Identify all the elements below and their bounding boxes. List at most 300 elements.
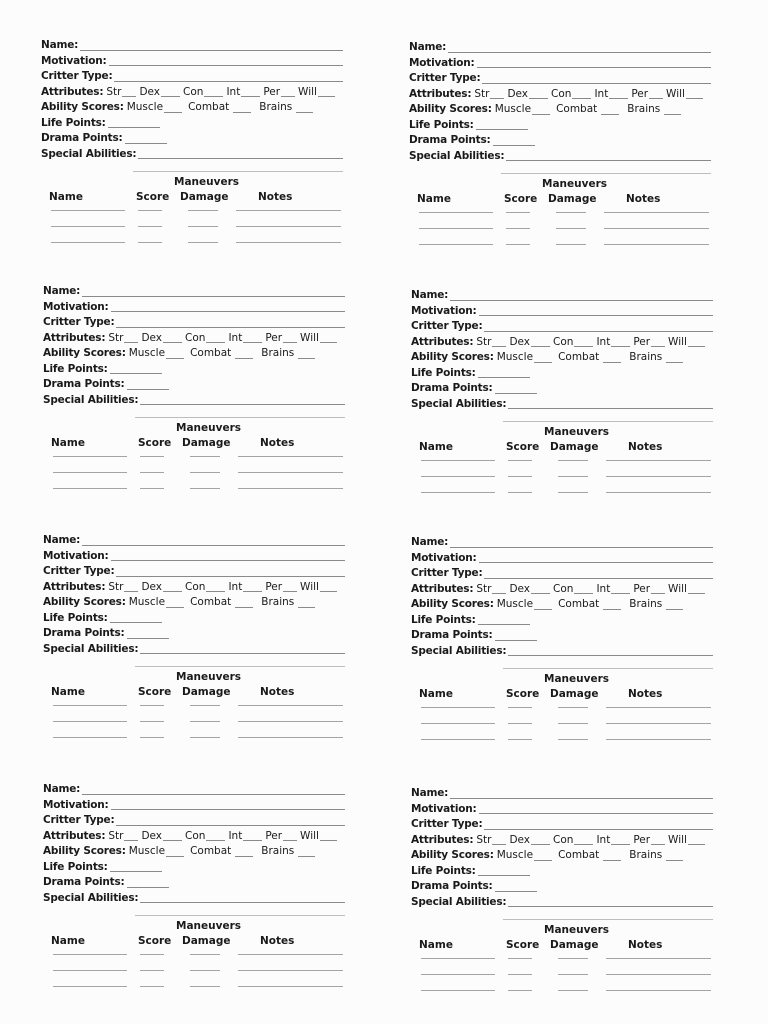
maneuvers-title: Maneuvers bbox=[544, 924, 609, 936]
maneuvers-table bbox=[409, 178, 739, 262]
col-name-header: Name bbox=[49, 191, 83, 203]
attr-str-line[interactable] bbox=[492, 336, 506, 347]
col-notes-header: Notes bbox=[258, 191, 293, 203]
name-label: Name: bbox=[411, 787, 449, 799]
attr-per-line[interactable] bbox=[651, 583, 665, 594]
motivation-line[interactable] bbox=[479, 803, 713, 814]
attr-str-line[interactable] bbox=[492, 583, 506, 594]
attr-int-label: Int bbox=[228, 580, 243, 593]
attr-int-label: Int bbox=[228, 829, 243, 842]
ability-brains-label: Brains bbox=[261, 845, 295, 857]
attr-per-label: Per bbox=[265, 331, 283, 344]
ability-combat-line[interactable] bbox=[235, 846, 253, 857]
name-line[interactable] bbox=[450, 537, 713, 548]
attr-int-line[interactable] bbox=[241, 86, 260, 97]
attributes-row bbox=[43, 829, 373, 845]
motivation-line[interactable] bbox=[111, 550, 345, 561]
ability-brains-line[interactable] bbox=[298, 846, 315, 857]
ability-brains-label: Brains bbox=[629, 598, 663, 610]
life-points-field bbox=[411, 864, 741, 880]
motivation-line[interactable] bbox=[477, 57, 711, 68]
attr-per-line[interactable] bbox=[283, 581, 297, 592]
col-notes-header: Notes bbox=[628, 939, 663, 951]
attr-int-label: Int bbox=[596, 833, 611, 846]
ability-muscle-line[interactable] bbox=[166, 846, 184, 857]
critter-type-line[interactable] bbox=[116, 566, 345, 577]
motivation-label: Motivation: bbox=[43, 549, 109, 562]
attr-per-line[interactable] bbox=[651, 834, 665, 845]
critter-type-line[interactable] bbox=[116, 815, 345, 826]
drama-points-field bbox=[411, 879, 741, 895]
motivation-line[interactable] bbox=[109, 55, 343, 66]
name-line[interactable] bbox=[82, 535, 345, 546]
ability-combat-line[interactable] bbox=[603, 850, 621, 861]
section-divider bbox=[133, 165, 343, 172]
special-abilities-label: Special Abilities: bbox=[43, 891, 139, 904]
section-divider bbox=[503, 913, 713, 920]
attributes-row bbox=[41, 85, 371, 101]
drama-points-label: Drama Points: bbox=[411, 880, 493, 892]
ability-brains-line[interactable] bbox=[298, 597, 315, 608]
drama-points-line[interactable] bbox=[493, 135, 535, 146]
attr-dex-line[interactable] bbox=[531, 834, 550, 845]
attr-per-label: Per bbox=[265, 829, 283, 842]
character-sheet-7 bbox=[43, 782, 373, 1002]
ability-combat-label: Combat bbox=[558, 598, 600, 610]
attr-dex-label: Dex bbox=[141, 580, 163, 593]
drama-points-label: Drama Points: bbox=[411, 382, 493, 394]
special-abilities-line[interactable] bbox=[140, 643, 345, 654]
attributes-row bbox=[43, 580, 373, 596]
col-notes-header: Notes bbox=[626, 193, 661, 205]
col-name-header: Name bbox=[419, 939, 453, 951]
maneuvers-title: Maneuvers bbox=[174, 176, 239, 188]
character-sheet-2 bbox=[409, 40, 739, 260]
ability-muscle-label: Muscle bbox=[126, 101, 164, 113]
ability-brains-line[interactable] bbox=[296, 102, 313, 113]
col-notes-header: Notes bbox=[260, 686, 295, 698]
col-name-header: Name bbox=[419, 441, 453, 453]
special-abilities-line[interactable] bbox=[508, 398, 713, 409]
attr-dex-line[interactable] bbox=[531, 336, 550, 347]
ability-combat-line[interactable] bbox=[603, 599, 621, 610]
critter-type-line[interactable] bbox=[484, 819, 713, 830]
ability-combat-line[interactable] bbox=[233, 102, 251, 113]
motivation-label: Motivation: bbox=[43, 798, 109, 811]
ability-scores-row bbox=[411, 350, 741, 366]
ability-combat-line[interactable] bbox=[235, 597, 253, 608]
attr-per-label: Per bbox=[633, 582, 651, 595]
attr-dex-line[interactable] bbox=[529, 88, 548, 99]
ability-combat-label: Combat bbox=[188, 101, 230, 113]
attr-will-line[interactable] bbox=[320, 581, 337, 592]
drama-points-line[interactable] bbox=[495, 383, 537, 394]
special-abilities-line[interactable] bbox=[140, 394, 345, 405]
attributes-row bbox=[411, 335, 741, 351]
motivation-line[interactable] bbox=[479, 305, 713, 316]
attr-con-line[interactable] bbox=[574, 583, 593, 594]
drama-points-field bbox=[411, 628, 741, 644]
attr-int-label: Int bbox=[226, 85, 241, 98]
attr-str-label: Str bbox=[476, 335, 492, 348]
name-label: Name: bbox=[43, 285, 81, 297]
ability-scores-label: Ability Scores: bbox=[411, 598, 494, 610]
critter-type-line[interactable] bbox=[116, 317, 345, 328]
critter-type-line[interactable] bbox=[114, 71, 343, 82]
ability-scores-row bbox=[43, 844, 373, 860]
ability-scores-row bbox=[411, 848, 741, 864]
attributes-label: Attributes: bbox=[41, 85, 104, 98]
critter-type-field bbox=[43, 315, 373, 331]
attr-will-line[interactable] bbox=[320, 830, 337, 841]
life-points-line[interactable] bbox=[108, 117, 160, 128]
col-damage-header: Damage bbox=[182, 935, 231, 947]
critter-type-field bbox=[43, 813, 373, 829]
col-score-header: Score bbox=[136, 191, 170, 203]
ability-scores-label: Ability Scores: bbox=[409, 103, 492, 115]
motivation-label: Motivation: bbox=[41, 54, 107, 67]
attr-int-line[interactable] bbox=[611, 834, 630, 845]
attr-int-line[interactable] bbox=[243, 581, 262, 592]
critter-type-field bbox=[411, 319, 741, 335]
special-abilities-field bbox=[411, 644, 741, 660]
attr-per-label: Per bbox=[633, 833, 651, 846]
attr-dex-line[interactable] bbox=[163, 830, 182, 841]
special-abilities-field bbox=[409, 149, 739, 165]
attr-con-label: Con bbox=[553, 833, 574, 846]
attr-will-line[interactable] bbox=[688, 336, 705, 347]
attr-con-line[interactable] bbox=[204, 86, 223, 97]
life-points-line[interactable] bbox=[110, 612, 162, 623]
attr-str-line[interactable] bbox=[490, 88, 504, 99]
ability-muscle-label: Muscle bbox=[496, 598, 534, 610]
special-abilities-line[interactable] bbox=[508, 645, 713, 656]
life-points-field bbox=[43, 860, 373, 876]
name-line[interactable] bbox=[448, 42, 711, 53]
name-field bbox=[411, 786, 741, 802]
special-abilities-label: Special Abilities: bbox=[411, 397, 507, 410]
life-points-label: Life Points: bbox=[41, 116, 106, 129]
ability-brains-label: Brains bbox=[261, 347, 295, 359]
attr-con-label: Con bbox=[553, 582, 574, 595]
life-points-field bbox=[43, 611, 373, 627]
drama-points-label: Drama Points: bbox=[409, 134, 491, 146]
ability-scores-label: Ability Scores: bbox=[411, 849, 494, 861]
attr-con-line[interactable] bbox=[574, 834, 593, 845]
col-damage-header: Damage bbox=[550, 939, 599, 951]
critter-type-field bbox=[411, 566, 741, 582]
drama-points-field bbox=[43, 626, 373, 642]
attr-int-line[interactable] bbox=[243, 332, 262, 343]
motivation-label: Motivation: bbox=[43, 300, 109, 313]
ability-brains-line[interactable] bbox=[664, 104, 681, 115]
special-abilities-label: Special Abilities: bbox=[411, 895, 507, 908]
section-divider bbox=[501, 167, 711, 174]
special-abilities-label: Special Abilities: bbox=[41, 147, 137, 160]
ability-combat-label: Combat bbox=[556, 103, 598, 115]
attr-will-line[interactable] bbox=[688, 583, 705, 594]
attr-dex-line[interactable] bbox=[531, 583, 550, 594]
name-label: Name: bbox=[411, 289, 449, 301]
character-sheet-6 bbox=[411, 535, 741, 755]
name-label: Name: bbox=[41, 39, 79, 51]
name-line[interactable] bbox=[80, 40, 343, 51]
attr-int-line[interactable] bbox=[611, 336, 630, 347]
attr-int-label: Int bbox=[228, 331, 243, 344]
attributes-label: Attributes: bbox=[411, 582, 474, 595]
attr-int-label: Int bbox=[596, 582, 611, 595]
special-abilities-line[interactable] bbox=[138, 148, 343, 159]
motivation-label: Motivation: bbox=[411, 304, 477, 317]
special-abilities-label: Special Abilities: bbox=[43, 393, 139, 406]
maneuvers-title: Maneuvers bbox=[542, 178, 607, 190]
col-damage-header: Damage bbox=[182, 686, 231, 698]
attr-str-line[interactable] bbox=[124, 830, 138, 841]
life-points-line[interactable] bbox=[110, 363, 162, 374]
special-abilities-label: Special Abilities: bbox=[411, 644, 507, 657]
name-line[interactable] bbox=[450, 290, 713, 301]
ability-brains-label: Brains bbox=[627, 103, 661, 115]
attributes-label: Attributes: bbox=[43, 331, 106, 344]
ability-combat-label: Combat bbox=[558, 351, 600, 363]
life-points-line[interactable] bbox=[476, 119, 528, 130]
attr-per-line[interactable] bbox=[283, 332, 297, 343]
drama-points-line[interactable] bbox=[127, 379, 169, 390]
motivation-field bbox=[411, 802, 741, 818]
maneuvers-table bbox=[43, 920, 373, 1004]
attr-will-line[interactable] bbox=[686, 88, 703, 99]
character-sheet-5 bbox=[43, 533, 373, 753]
life-points-field bbox=[411, 613, 741, 629]
attr-will-line[interactable] bbox=[318, 86, 335, 97]
attr-per-line[interactable] bbox=[649, 88, 663, 99]
attributes-row bbox=[43, 331, 373, 347]
drama-points-line[interactable] bbox=[125, 133, 167, 144]
section-divider bbox=[503, 662, 713, 669]
ability-muscle-line[interactable] bbox=[166, 597, 184, 608]
maneuvers-table bbox=[411, 426, 741, 510]
motivation-field bbox=[43, 798, 373, 814]
critter-type-label: Critter Type: bbox=[43, 316, 115, 328]
ability-muscle-line[interactable] bbox=[532, 104, 550, 115]
ability-scores-label: Ability Scores: bbox=[43, 596, 126, 608]
col-name-header: Name bbox=[51, 686, 85, 698]
ability-combat-line[interactable] bbox=[235, 348, 253, 359]
attr-int-line[interactable] bbox=[611, 583, 630, 594]
attributes-label: Attributes: bbox=[409, 87, 472, 100]
attr-int-line[interactable] bbox=[243, 830, 262, 841]
attr-dex-line[interactable] bbox=[163, 581, 182, 592]
ability-brains-label: Brains bbox=[629, 849, 663, 861]
critter-type-line[interactable] bbox=[484, 321, 713, 332]
col-damage-header: Damage bbox=[180, 191, 229, 203]
attr-int-label: Int bbox=[596, 335, 611, 348]
attr-str-label: Str bbox=[474, 87, 490, 100]
drama-points-line[interactable] bbox=[127, 877, 169, 888]
attr-str-label: Str bbox=[108, 829, 124, 842]
ability-brains-line[interactable] bbox=[666, 850, 683, 861]
attr-per-label: Per bbox=[631, 87, 649, 100]
motivation-field bbox=[409, 56, 739, 72]
critter-type-line[interactable] bbox=[484, 568, 713, 579]
drama-points-field bbox=[409, 133, 739, 149]
critter-type-label: Critter Type: bbox=[411, 567, 483, 579]
life-points-label: Life Points: bbox=[409, 118, 474, 131]
life-points-line[interactable] bbox=[478, 865, 530, 876]
attr-per-line[interactable] bbox=[281, 86, 295, 97]
attr-dex-label: Dex bbox=[509, 582, 531, 595]
critter-type-field bbox=[409, 71, 739, 87]
life-points-field bbox=[411, 366, 741, 382]
ability-muscle-line[interactable] bbox=[534, 352, 552, 363]
attributes-label: Attributes: bbox=[411, 335, 474, 348]
attr-will-label: Will bbox=[300, 331, 319, 344]
character-sheet-4 bbox=[411, 288, 741, 508]
attr-per-line[interactable] bbox=[283, 830, 297, 841]
ability-muscle-line[interactable] bbox=[166, 348, 184, 359]
life-points-line[interactable] bbox=[478, 367, 530, 378]
critter-type-label: Critter Type: bbox=[43, 814, 115, 826]
motivation-label: Motivation: bbox=[411, 802, 477, 815]
attributes-row bbox=[411, 833, 741, 849]
maneuvers-table bbox=[43, 422, 373, 506]
attr-will-line[interactable] bbox=[688, 834, 705, 845]
ability-combat-label: Combat bbox=[190, 596, 232, 608]
motivation-line[interactable] bbox=[111, 301, 345, 312]
col-score-header: Score bbox=[504, 193, 538, 205]
ability-combat-label: Combat bbox=[190, 845, 232, 857]
ability-muscle-line[interactable] bbox=[534, 599, 552, 610]
attr-str-label: Str bbox=[108, 580, 124, 593]
attr-dex-label: Dex bbox=[141, 331, 163, 344]
attr-will-line[interactable] bbox=[320, 332, 337, 343]
maneuvers-table bbox=[41, 176, 371, 260]
name-line[interactable] bbox=[82, 286, 345, 297]
attr-per-line[interactable] bbox=[651, 336, 665, 347]
critter-type-line[interactable] bbox=[482, 73, 711, 84]
motivation-line[interactable] bbox=[479, 552, 713, 563]
ability-combat-line[interactable] bbox=[601, 104, 619, 115]
col-name-header: Name bbox=[419, 688, 453, 700]
special-abilities-line[interactable] bbox=[140, 892, 345, 903]
special-abilities-label: Special Abilities: bbox=[409, 149, 505, 162]
attr-con-label: Con bbox=[185, 580, 206, 593]
ability-muscle-line[interactable] bbox=[164, 102, 182, 113]
attr-str-line[interactable] bbox=[122, 86, 136, 97]
col-notes-header: Notes bbox=[628, 688, 663, 700]
attr-int-line[interactable] bbox=[609, 88, 628, 99]
ability-muscle-line[interactable] bbox=[534, 850, 552, 861]
drama-points-label: Drama Points: bbox=[411, 629, 493, 641]
ability-brains-line[interactable] bbox=[666, 352, 683, 363]
ability-scores-row bbox=[409, 102, 739, 118]
attr-con-line[interactable] bbox=[572, 88, 591, 99]
ability-combat-line[interactable] bbox=[603, 352, 621, 363]
attr-con-line[interactable] bbox=[206, 332, 225, 343]
special-abilities-line[interactable] bbox=[506, 150, 711, 161]
col-notes-header: Notes bbox=[260, 935, 295, 947]
attr-per-label: Per bbox=[633, 335, 651, 348]
motivation-field bbox=[43, 549, 373, 565]
ability-brains-line[interactable] bbox=[666, 599, 683, 610]
attributes-label: Attributes: bbox=[43, 580, 106, 593]
name-label: Name: bbox=[43, 783, 81, 795]
life-points-line[interactable] bbox=[110, 861, 162, 872]
attr-dex-line[interactable] bbox=[161, 86, 180, 97]
section-divider bbox=[503, 415, 713, 422]
critter-type-label: Critter Type: bbox=[411, 320, 483, 332]
col-name-header: Name bbox=[51, 437, 85, 449]
attr-will-label: Will bbox=[666, 87, 685, 100]
attr-dex-label: Dex bbox=[509, 833, 531, 846]
drama-points-line[interactable] bbox=[127, 628, 169, 639]
life-points-label: Life Points: bbox=[43, 611, 108, 624]
attr-con-line[interactable] bbox=[206, 830, 225, 841]
attr-dex-line[interactable] bbox=[163, 332, 182, 343]
life-points-label: Life Points: bbox=[43, 860, 108, 873]
drama-points-field bbox=[411, 381, 741, 397]
maneuvers-title: Maneuvers bbox=[176, 422, 241, 434]
name-field bbox=[43, 284, 373, 300]
life-points-field bbox=[41, 116, 371, 132]
life-points-line[interactable] bbox=[478, 614, 530, 625]
drama-points-label: Drama Points: bbox=[41, 132, 123, 144]
maneuvers-table bbox=[411, 673, 741, 757]
name-line[interactable] bbox=[450, 788, 713, 799]
special-abilities-field bbox=[43, 891, 373, 907]
name-field bbox=[411, 288, 741, 304]
ability-brains-line[interactable] bbox=[298, 348, 315, 359]
attr-con-line[interactable] bbox=[574, 336, 593, 347]
maneuvers-title: Maneuvers bbox=[176, 671, 241, 683]
special-abilities-line[interactable] bbox=[508, 896, 713, 907]
critter-type-label: Critter Type: bbox=[411, 818, 483, 830]
attr-str-label: Str bbox=[476, 582, 492, 595]
ability-scores-label: Ability Scores: bbox=[411, 351, 494, 363]
col-name-header: Name bbox=[51, 935, 85, 947]
drama-points-line[interactable] bbox=[495, 630, 537, 641]
attr-str-line[interactable] bbox=[492, 834, 506, 845]
drama-points-field bbox=[41, 131, 371, 147]
ability-brains-label: Brains bbox=[629, 351, 663, 363]
attr-will-label: Will bbox=[668, 833, 687, 846]
motivation-line[interactable] bbox=[111, 799, 345, 810]
col-score-header: Score bbox=[138, 935, 172, 947]
attr-con-line[interactable] bbox=[206, 581, 225, 592]
character-sheet-1 bbox=[41, 38, 371, 258]
drama-points-field bbox=[43, 875, 373, 891]
motivation-field bbox=[411, 304, 741, 320]
special-abilities-field bbox=[411, 895, 741, 911]
drama-points-field bbox=[43, 377, 373, 393]
attr-con-label: Con bbox=[185, 829, 206, 842]
attr-will-label: Will bbox=[298, 85, 317, 98]
attr-str-line[interactable] bbox=[124, 581, 138, 592]
attributes-row bbox=[411, 582, 741, 598]
ability-muscle-label: Muscle bbox=[496, 849, 534, 861]
ability-muscle-label: Muscle bbox=[128, 845, 166, 857]
col-damage-header: Damage bbox=[550, 688, 599, 700]
name-line[interactable] bbox=[82, 784, 345, 795]
special-abilities-field bbox=[411, 397, 741, 413]
drama-points-line[interactable] bbox=[495, 881, 537, 892]
attr-str-line[interactable] bbox=[124, 332, 138, 343]
life-points-field bbox=[43, 362, 373, 378]
name-field bbox=[43, 782, 373, 798]
name-label: Name: bbox=[43, 534, 81, 546]
attr-per-label: Per bbox=[265, 580, 283, 593]
col-score-header: Score bbox=[506, 939, 540, 951]
